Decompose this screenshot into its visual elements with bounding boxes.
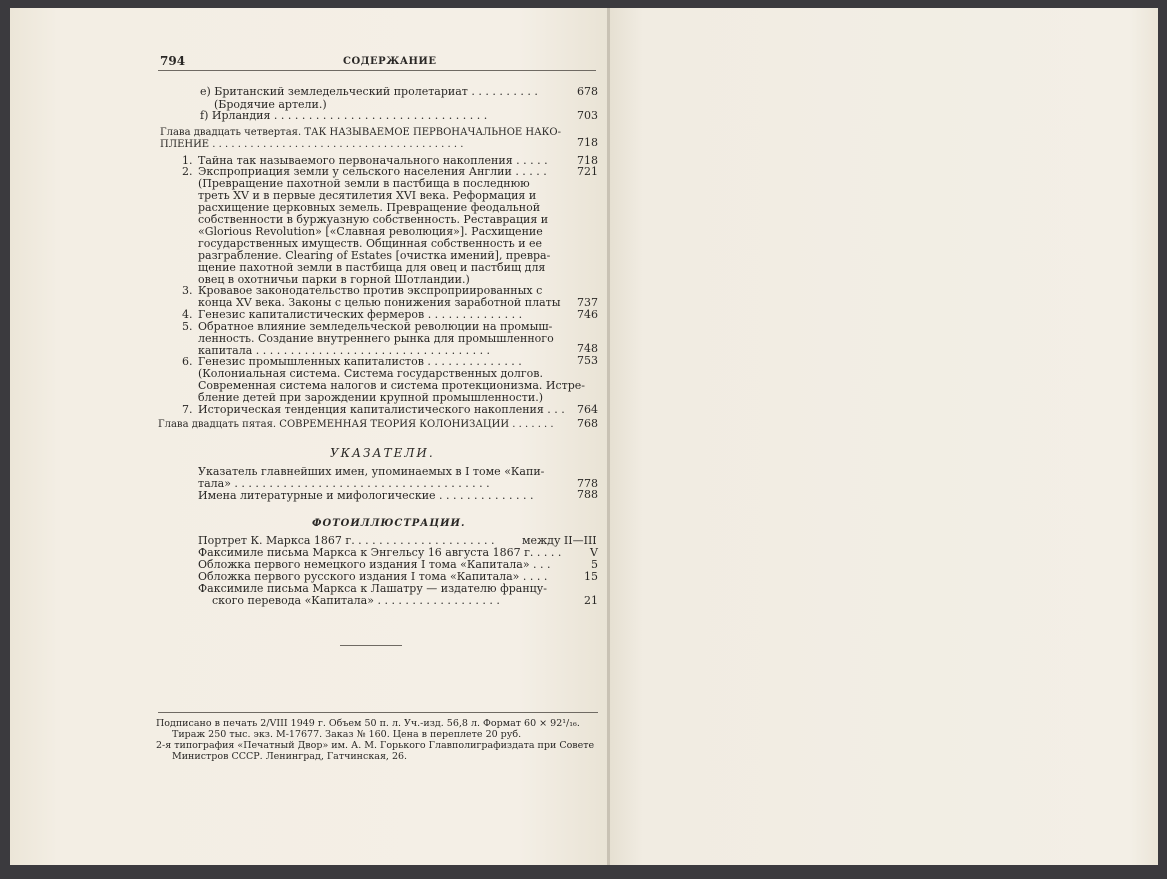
- section-7-page: 764: [577, 403, 598, 416]
- photo-item: Факсимиле письма Маркса к Лашатру — издателю францу-: [198, 582, 547, 595]
- photo-item: Обложка первого немецкого издания I тома «Капитала» . . .: [198, 558, 551, 571]
- section-number: 3.: [182, 284, 193, 297]
- index-names-line: Указатель главнейших имен, упоминаемых в I томе «Капи-: [198, 465, 545, 478]
- section-3-page: 737: [577, 296, 598, 309]
- section-2-line: щение пахотной земли в пастбища для овец и пастбищ для: [198, 261, 546, 274]
- photo-item: Портрет К. Маркса 1867 г. . . . . . . . . . . . . . . . . . . . .: [198, 534, 495, 547]
- section-2-line: государственных имуществ. Общинная собственность и ее: [198, 237, 543, 250]
- section-3-line: конца XV века. Законы с целью понижения заработной платы: [198, 296, 561, 309]
- index-names-page: 778: [577, 477, 598, 490]
- imprint-line: Подписано в печать 2/VIII 1949 г. Объем 50 п. л. Уч.-изд. 56,8 л. Формат 60 × 92¹/₁₆.: [156, 718, 580, 729]
- photo-page: 21: [584, 594, 598, 607]
- toc-entry-e: e) Британский земледельческий пролетариат . . . . . . . . . .: [200, 85, 538, 98]
- imprint-line: Тираж 250 тыс. экз. М-17677. Заказ № 160. Цена в переплете 20 руб.: [172, 729, 522, 740]
- toc-page-e: 678: [577, 85, 598, 98]
- section-2-line: расхищение церковных земель. Превращение феодальной: [198, 201, 541, 214]
- section-2-line: разграбление. Clearing of Estates [очистка имений], превра-: [198, 249, 551, 262]
- index-literary-page: 788: [577, 488, 598, 501]
- toc-entry-f: f) Ирландия . . . . . . . . . . . . . . . . . . . . . . . . . . . . . . .: [200, 109, 488, 122]
- end-rule: [340, 645, 402, 646]
- section-4-page: 746: [577, 308, 598, 321]
- section-number: 2.: [182, 165, 193, 178]
- photo-page: 15: [584, 570, 598, 583]
- section-5-line: Обратное влияние земледельческой революции на промыш-: [198, 320, 553, 333]
- photo-page: V: [590, 546, 598, 559]
- section-2-page: 721: [577, 165, 598, 178]
- page-number: 794: [160, 54, 186, 68]
- photo-item: Факсимиле письма Маркса к Энгельсу 16 августа 1867 г. . . . .: [198, 546, 562, 559]
- section-1-page: 718: [577, 154, 598, 167]
- section-6-line: Генезис промышленных капиталистов . . . . . . . . . . . . . .: [198, 355, 522, 368]
- section-number: 5.: [182, 320, 193, 333]
- section-5-line: ленность. Создание внутреннего рынка для промышленного: [198, 332, 554, 345]
- section-number: 1.: [182, 154, 193, 167]
- photo-page: 5: [591, 558, 598, 571]
- indexes-heading: УКАЗАТЕЛИ.: [330, 446, 435, 460]
- section-2-line: «Glorious Revolution» [«Славная революция»]. Расхищение: [198, 225, 543, 238]
- section-6-page: 753: [577, 354, 598, 367]
- section-5-page: 748: [577, 342, 598, 355]
- section-3-line: Кровавое законодательство против экспроприированных с: [198, 284, 543, 297]
- section-2-line: треть XV и в первые десятилетия XVI века. Реформация и: [198, 189, 537, 202]
- imprint-line: 2-я типография «Печатный Двор» им. А. М. Горького Главполиграфиздата при Совете: [156, 740, 595, 751]
- index-names-line: тала» . . . . . . . . . . . . . . . . . . . . . . . . . . . . . . . . . . . . .: [198, 477, 490, 490]
- section-5-line: капитала . . . . . . . . . . . . . . . . . . . . . . . . . . . . . . . . . .: [198, 344, 491, 357]
- section-4-title: Генезис капиталистических фермеров . . . . . . . . . . . . . .: [198, 308, 523, 321]
- section-number: 7.: [182, 403, 193, 416]
- book-gutter: [607, 8, 610, 865]
- section-2-line: Экспроприация земли у сельского населения Англии . . . . .: [198, 165, 547, 178]
- section-number: 4.: [182, 308, 193, 321]
- section-7-title: Историческая тенденция капиталистического накопления . . .: [198, 403, 565, 416]
- section-number: 6.: [182, 355, 193, 368]
- section-6-line: (Колониальная система. Система государственных долгов.: [198, 367, 543, 380]
- page-title: СОДЕРЖАНИЕ: [343, 56, 437, 67]
- photo-item: ского перевода «Капитала» . . . . . . . . . . . . . . . . . .: [212, 594, 500, 607]
- section-1-title: Тайна так называемого первоначального накопления . . . . .: [198, 154, 548, 167]
- header-rule: [158, 70, 596, 71]
- section-2-line: (Превращение пахотной земли в пастбища в последнюю: [198, 177, 530, 190]
- chapter-24-page: 718: [577, 136, 598, 149]
- imprint-rule: [158, 712, 598, 713]
- imprint-line: Министров СССР. Ленинград, Гатчинская, 26.: [172, 751, 408, 762]
- right-page-blank: [610, 8, 1158, 865]
- section-2-line: овец в охотничьи парки в горной Шотландии.): [198, 273, 470, 286]
- chapter-25-title: Глава двадцать пятая. СОВРЕМЕННАЯ ТЕОРИЯ КОЛОНИЗАЦИИ . . . . . . .: [158, 419, 554, 430]
- section-2-line: собственности в буржуазную собственность. Реставрация и: [198, 213, 549, 226]
- section-6-line: бление детей при зарождении крупной промышленности.): [198, 391, 543, 404]
- photos-heading: ФОТОИЛЛЮСТРАЦИИ.: [312, 518, 466, 529]
- chapter-24-title-cont: ПЛЕНИЕ . . . . . . . . . . . . . . . . . . . . . . . . . . . . . . . . . . . . . . . .: [160, 139, 464, 150]
- photo-item: Обложка первого русского издания I тома «Капитала» . . . .: [198, 570, 548, 583]
- toc-page-f: 703: [577, 109, 598, 122]
- index-literary-names: Имена литературные и мифологические . . . . . . . . . . . . . .: [198, 489, 534, 502]
- section-6-line: Современная система налогов и система протекционизма. Истре-: [198, 379, 585, 392]
- photo-page: между II—III: [522, 534, 597, 547]
- toc-entry-e-sub: (Бродячие артели.): [214, 98, 327, 111]
- chapter-24-title: Глава двадцать четвертая. ТАК НАЗЫВАЕМОЕ ПЕРВОНАЧАЛЬНОЕ НАКО-: [160, 127, 561, 138]
- chapter-25-page: 768: [577, 417, 598, 430]
